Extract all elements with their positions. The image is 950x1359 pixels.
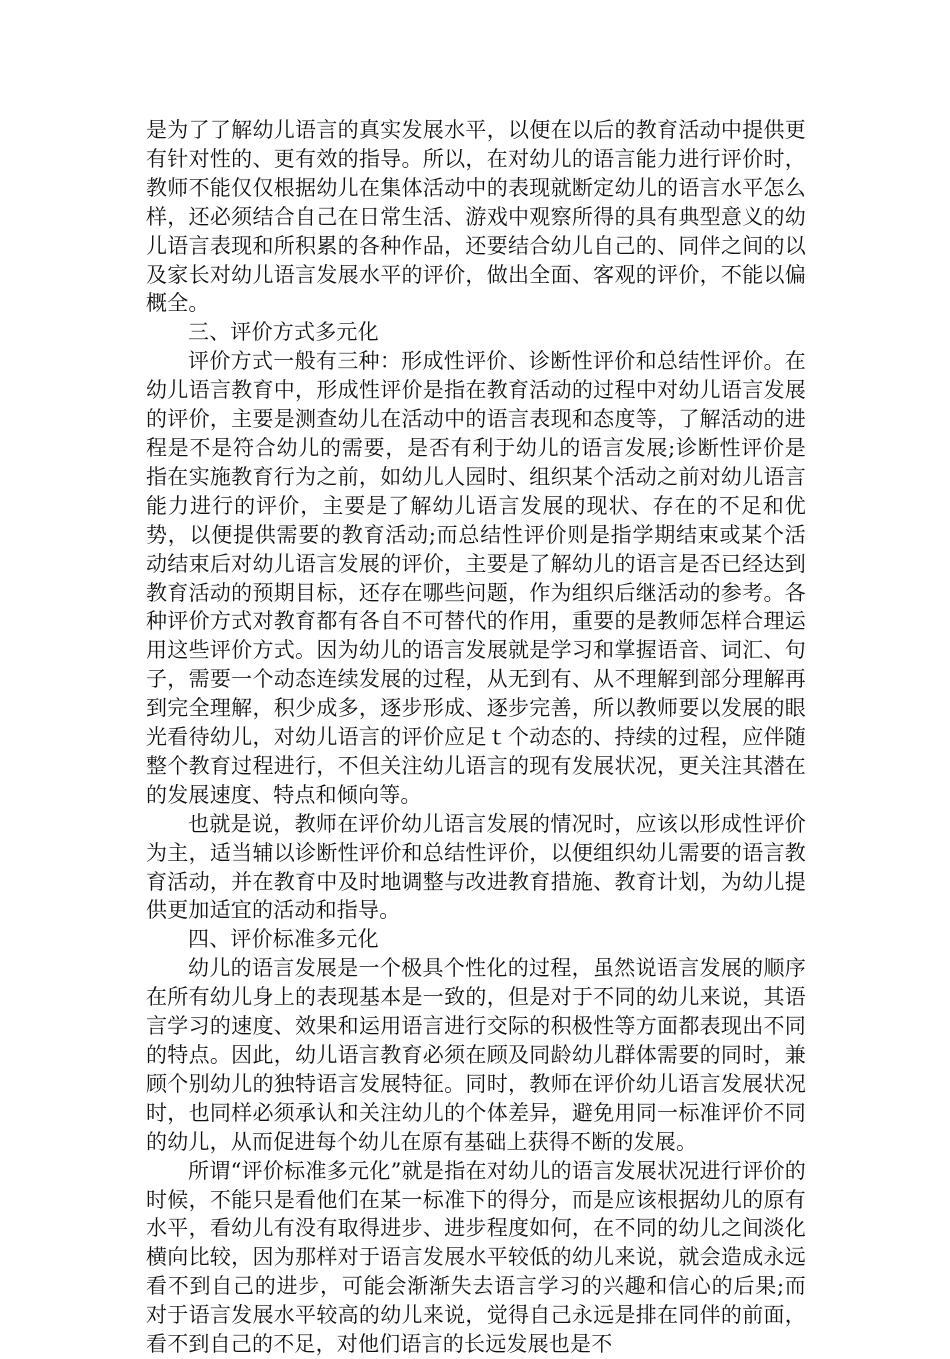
section-heading-3: 三、评价方式多元化	[188, 320, 379, 345]
document-page	[146, 116, 806, 1359]
paragraph-evaluation-purpose: 是为了了解幼儿语言的真实发展水平，以便在以后的教育活动中提供更有针对性的、更有效的指导。所以，在对幼儿的语言能力进行评价时，教师不能仅仅根据幼儿在集体活动中的表现就断定幼儿的语言水平怎么样，还必须结合自己在日常生活、游戏中观察所得的具有典型意义的幼儿语言表现和所积累的各种作品，还要结合幼儿自己的、同伴之间的以及家长对幼儿语言发展水平的评价，做出全面、客观的评价，不能以偏概全。	[146, 118, 806, 316]
paragraph-individual-differences: 幼儿的语言发展是一个极具个性化的过程，虽然说语言发展的顺序在所有幼儿身上的表现基本是一致的，但是对于不同的幼儿来说，其语言学习的速度、效果和运用语言进行交际的积极性等方面都表现出不同的特点。因此，幼儿语言教育必须在顾及同龄幼儿群体需要的同时，兼顾个别幼儿的独特语言发展特征。同时，教师在评价幼儿语言发展状况时，也同样必须承认和关注幼儿的个体差异，避免用同一标准评价不同的幼儿，从而促进每个幼儿在原有基础上获得不断的发展。	[146, 956, 806, 1154]
paragraph-evaluation-methods: 评价方式一般有三种：形成性评价、诊断性评价和总结性评价。在幼儿语言教育中，形成性评价是指在教育活动的过程中对幼儿语言发展的评价，主要是测查幼儿在活动中的语言表现和态度等，了解活动的进程是不是符合幼儿的需要，是否有利于幼儿的语言发展;诊断性评价是指在实施教育行为之前，如幼儿人园时、组织某个活动之前对幼儿语言能力进行的评价，主要是了解幼儿语言发展的现状、存在的不足和优势，以便提供需要的教育活动;而总结性评价则是指学期结束或某个活动结束后对幼儿语言发展的评价，主要是了解幼儿的语言是否已经达到教育活动的预期目标，还存在哪些问题，作为组织后继活动的参考。各种评价方式对教育都有各自不可替代的作用，重要的是教师怎样合理运用这些评价方式。因为幼儿的语言发展就是学习和掌握语音、词汇、句子，需要一个动态连续发展的过程，从无到有、从不理解到部分理解再到完全理解，积少成多，逐步形成、逐步完善，所以教师要以发展的眼光看待幼儿，对幼儿语言的评价应足ｔ个动态的、持续的过程，应伴随整个教育过程进行，不但关注幼儿语言的现有发展状况，更关注其潜在的发展速度、特点和倾向等。	[146, 349, 806, 807]
paragraph-diverse-standards: 所谓“评价标准多元化”就是指在对幼儿的语言发展状况进行评价的时候，不能只是看他们在某一标准下的得分，而是应该根据幼儿的原有水平，看幼儿有没有取得进步、进步程度如何，在不同的幼儿之间淡化横向比较，因为那样对于语言发展水平较低的幼儿来说，就会造成永远看不到自己的进步，可能会渐渐失去语言学习的兴趣和信心的后果;而对于语言发展水平较高的幼儿来说，觉得自己永远是排在同伴的前面，看不到自己的不足，对他们语言的长远发展也是不	[146, 1158, 806, 1357]
paragraph-formative-evaluation: 也就是说，教师在评价幼儿语言发展的情况时，应该以形成性评价为主，适当辅以诊断性评价和总结性评价，以便组织幼儿需要的语言教育活动，并在教育中及时地调整与改进教育措施、教育计划，为幼儿提供更加适宜的活动和指导。	[146, 811, 806, 923]
section-heading-4: 四、评价标准多元化	[188, 927, 379, 952]
